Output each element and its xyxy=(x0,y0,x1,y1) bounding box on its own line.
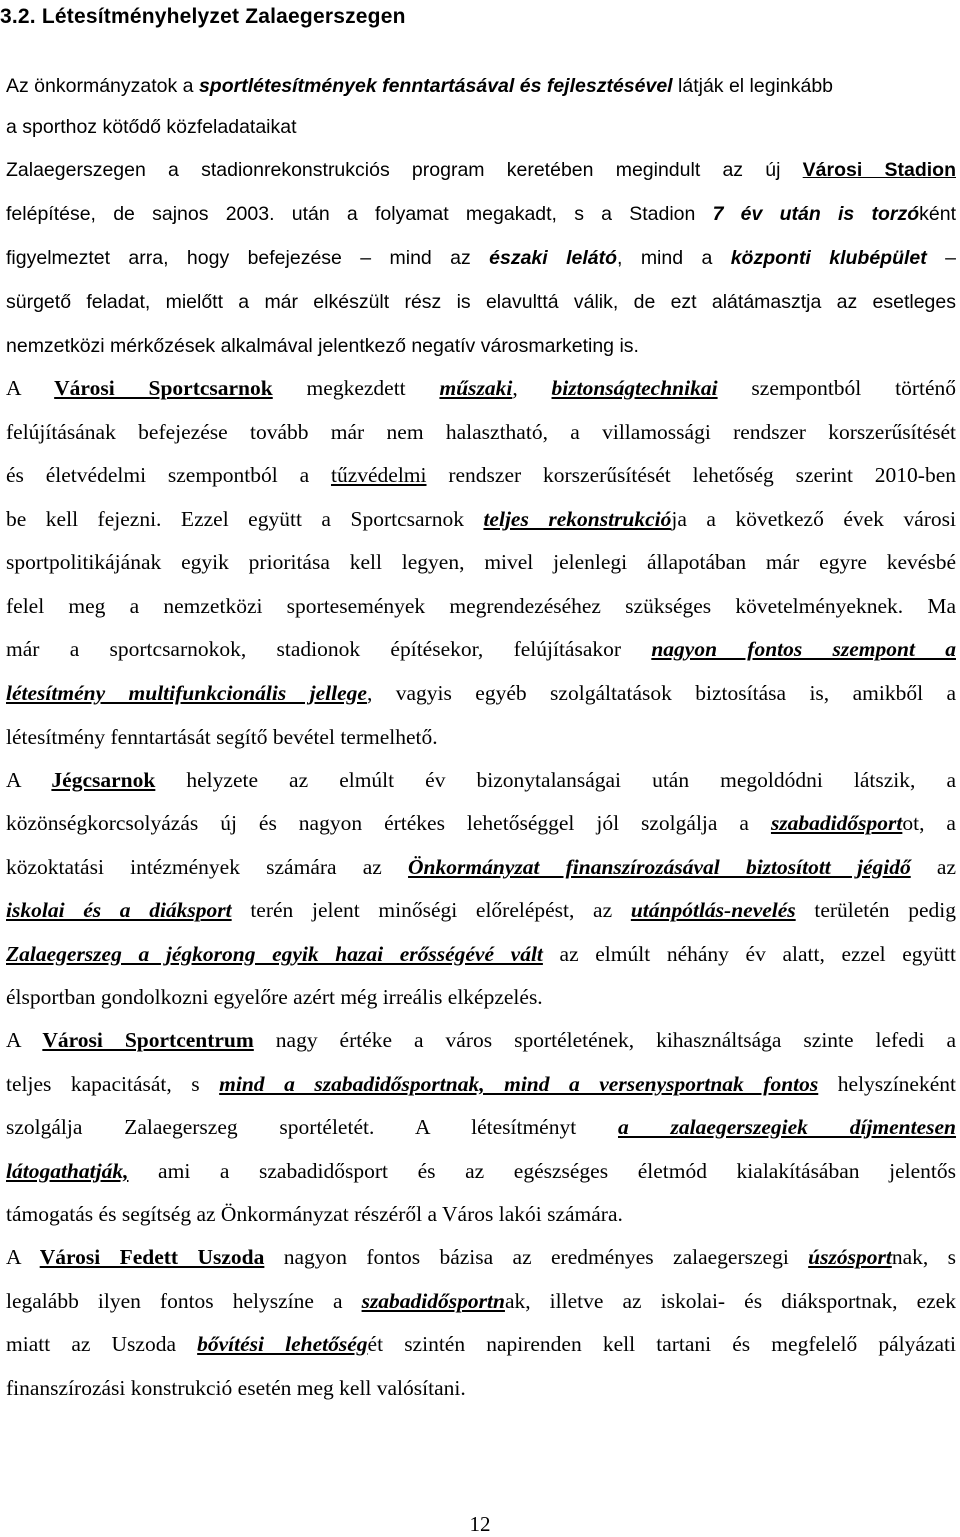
paragraph-2-line-4 xyxy=(6,504,956,534)
paragraph-1-line-4 xyxy=(6,199,956,229)
text-run: területén pedig xyxy=(795,898,956,922)
section-heading: 3.2. Létesítményhelyzet Zalaegerszegen xyxy=(0,5,406,28)
text-run: az elmúlt néhány év alatt, ezzel együtt xyxy=(542,942,956,966)
paragraph-3-line-5 xyxy=(6,939,956,969)
text-run: szempontból történő xyxy=(717,376,956,400)
text-run: rendszer korszerűsítését lehetőség szerint 2010-ben xyxy=(426,463,956,487)
facility-name: Városi Sportcentrum xyxy=(42,1028,254,1052)
text-run: A xyxy=(6,1028,43,1052)
text-run: tűzvédelmi xyxy=(330,463,427,487)
emphasis: 7 év után is torzó xyxy=(712,203,920,225)
text-run: legalább ilyen fontos helyszíne a xyxy=(6,1289,362,1313)
text-run: terén jelent minőségi előrelépést, az xyxy=(231,898,631,922)
emphasis: iskolai és a diáksport xyxy=(6,898,232,922)
text-run: nagyon fontos bázisa az eredményes zalaegerszegi xyxy=(264,1245,809,1269)
emphasis: nagyon fontos szempont a xyxy=(651,637,956,661)
page-number: 12 xyxy=(469,1512,491,1536)
text-run: figyelmeztet arra, hogy befejezése – mind az xyxy=(6,247,490,269)
emphasis: sportlétesítmények fenntartásával és fejlesztésével xyxy=(198,75,673,97)
paragraph-1-line-5 xyxy=(6,243,956,273)
text-run: miatt az Uszoda xyxy=(6,1332,198,1356)
text-run: felépítése, de sajnos 2003. után a folyamat megakadt, s a Stadion xyxy=(6,203,713,225)
text-run: , mind a xyxy=(617,247,731,269)
paragraph-2-line-7 xyxy=(6,634,956,664)
paragraph-2-line-2: felújításának befejezése tovább már nem halasztható, a villamossági rendszer korszerűsítését xyxy=(6,420,956,444)
emphasis: úszósport xyxy=(808,1245,892,1269)
emphasis: központi klubépület xyxy=(730,247,927,269)
text-run: ami a szabadidősport és az egészséges életmód kialakításában jelentős xyxy=(128,1159,956,1183)
emphasis: bővítési lehetőség xyxy=(197,1332,368,1356)
paragraph-3-line-4 xyxy=(6,895,956,925)
paragraph-2-line-3 xyxy=(6,460,956,490)
text-run: ét szintén napirenden kell tartani és megfelelő pályázati xyxy=(367,1332,956,1356)
facility-name: Jégcsarnok xyxy=(51,768,156,792)
text-run: helyszíneként xyxy=(818,1072,956,1096)
emphasis: mind a szabadidősportnak, mind a versenysportnak fontos xyxy=(219,1072,819,1096)
text-run: A xyxy=(6,376,55,400)
emphasis: műszaki xyxy=(439,376,513,400)
emphasis: Önkormányzat finanszírozásával biztosított jégidő xyxy=(408,855,911,879)
text-run: ot, a xyxy=(902,811,956,835)
text-run: teljes kapacitását, s xyxy=(6,1072,220,1096)
paragraph-5-line-4: finanszírozási konstrukció esetén meg kell valósítani. xyxy=(6,1376,466,1400)
text-run: ként xyxy=(919,203,956,225)
paragraph-2-line-6: felel meg a nemzetközi sportesemények megrendezéséhez szükséges követelményeknek. Ma xyxy=(6,594,956,618)
text-run: már a sportcsarnokok, stadionok építésekor, felújításakor xyxy=(6,637,652,661)
text-run: , xyxy=(512,376,552,400)
paragraph-4-line-1 xyxy=(6,1025,956,1055)
paragraph-2-line-5: sportpolitikájának egyik prioritása kell legyen, mivel jelenlegi állapotában már egyre kevésbé xyxy=(6,550,956,574)
text-run: közönségkorcsolyázás új és nagyon értékes lehetőséggel jól szolgálja a xyxy=(6,811,771,835)
emphasis: biztonságtechnikai xyxy=(551,376,718,400)
paragraph-1-line-7: nemzetközi mérkőzések alkalmával jelentkező negatív városmarketing is. xyxy=(6,335,639,357)
facility-name: Városi Sportcsarnok xyxy=(54,376,273,400)
text-run: Zalaegerszegen a stadionrekonstrukciós program keretében megindult az új xyxy=(6,159,803,181)
text-run: az xyxy=(910,855,956,879)
paragraph-2-line-9: létesítmény fenntartását segítő bevétel termelhető. xyxy=(6,725,438,749)
paragraph-3-line-6: élsportban gondolkozni egyelőre azért még irreális elképzelés. xyxy=(6,985,543,1009)
text-run: A xyxy=(6,1245,40,1269)
paragraph-5-line-2 xyxy=(6,1286,956,1316)
text-run: – xyxy=(926,247,956,269)
emphasis: Zalaegerszeg a jégkorong egyik hazai erősségévé vált xyxy=(6,942,543,966)
emphasis: szabadidősport xyxy=(770,811,903,835)
paragraph-3-line-3 xyxy=(6,852,956,882)
paragraph-1-line-6: sürgető feladat, mielőtt a már elkészült rész is elavulttá válik, de ezt alátámasztja az esetleges xyxy=(6,291,956,313)
facility-name: Városi Stadion xyxy=(802,159,956,181)
text-run: Az önkormányzatok a xyxy=(6,75,199,97)
text-run: és életvédelmi szempontból a xyxy=(6,463,331,487)
text-run: nagy értéke a város sportéletének, kihasználtsága szinte lefedi a xyxy=(253,1028,956,1052)
emphasis: létesítmény multifunkcionális jellege xyxy=(6,681,367,705)
emphasis: északi lelátó xyxy=(489,247,618,269)
paragraph-2-line-1 xyxy=(6,373,956,403)
text-run: szolgálja Zalaegerszeg sportéletét. A létesítményt xyxy=(6,1115,618,1139)
paragraph-4-line-3 xyxy=(6,1112,956,1142)
emphasis: a zalaegerszegiek díjmentesen xyxy=(618,1115,957,1139)
paragraph-1-line-1 xyxy=(6,71,956,101)
emphasis: szabadidősportn xyxy=(361,1289,505,1313)
emphasis: utánpótlás-nevelés xyxy=(630,898,796,922)
paragraph-4-line-4 xyxy=(6,1156,956,1186)
text-run: helyzete az elmúlt év bizonytalanságai után megoldódni látszik, a xyxy=(155,768,956,792)
paragraph-5-line-1 xyxy=(6,1242,956,1272)
emphasis: teljes rekonstrukció xyxy=(483,507,672,531)
paragraph-3-line-2 xyxy=(6,808,956,838)
paragraph-5-line-3 xyxy=(6,1329,956,1359)
text-run: nak, s xyxy=(891,1245,956,1269)
emphasis: látogathatják, xyxy=(6,1159,129,1183)
paragraph-4-line-2 xyxy=(6,1069,956,1099)
paragraph-1-line-2: a sporthoz kötődő közfeladataikat xyxy=(6,116,297,138)
text-run: , vagyis egyéb szolgáltatások biztosítása is, amikből a xyxy=(366,681,957,705)
paragraph-4-line-5: támogatás és segítség az Önkormányzat részéről a Város lakói számára. xyxy=(6,1202,623,1226)
text-run: ak, illetve az iskolai- és diáksportnak, ezek xyxy=(504,1289,956,1313)
paragraph-1-line-3 xyxy=(6,155,956,185)
facility-name: Városi Fedett Uszoda xyxy=(39,1245,265,1269)
text-run: közoktatási intézmények számára az xyxy=(6,855,409,879)
text-run: megkezdett xyxy=(272,376,440,400)
text-run: látják el leginkább xyxy=(672,75,834,97)
paragraph-3-line-1 xyxy=(6,765,956,795)
paragraph-2-line-8 xyxy=(6,678,956,708)
text-run: be kell fejezni. Ezzel együtt a Sportcsarnok xyxy=(6,507,484,531)
text-run: A xyxy=(6,768,52,792)
text-run: ja a következő évek városi xyxy=(671,507,956,531)
